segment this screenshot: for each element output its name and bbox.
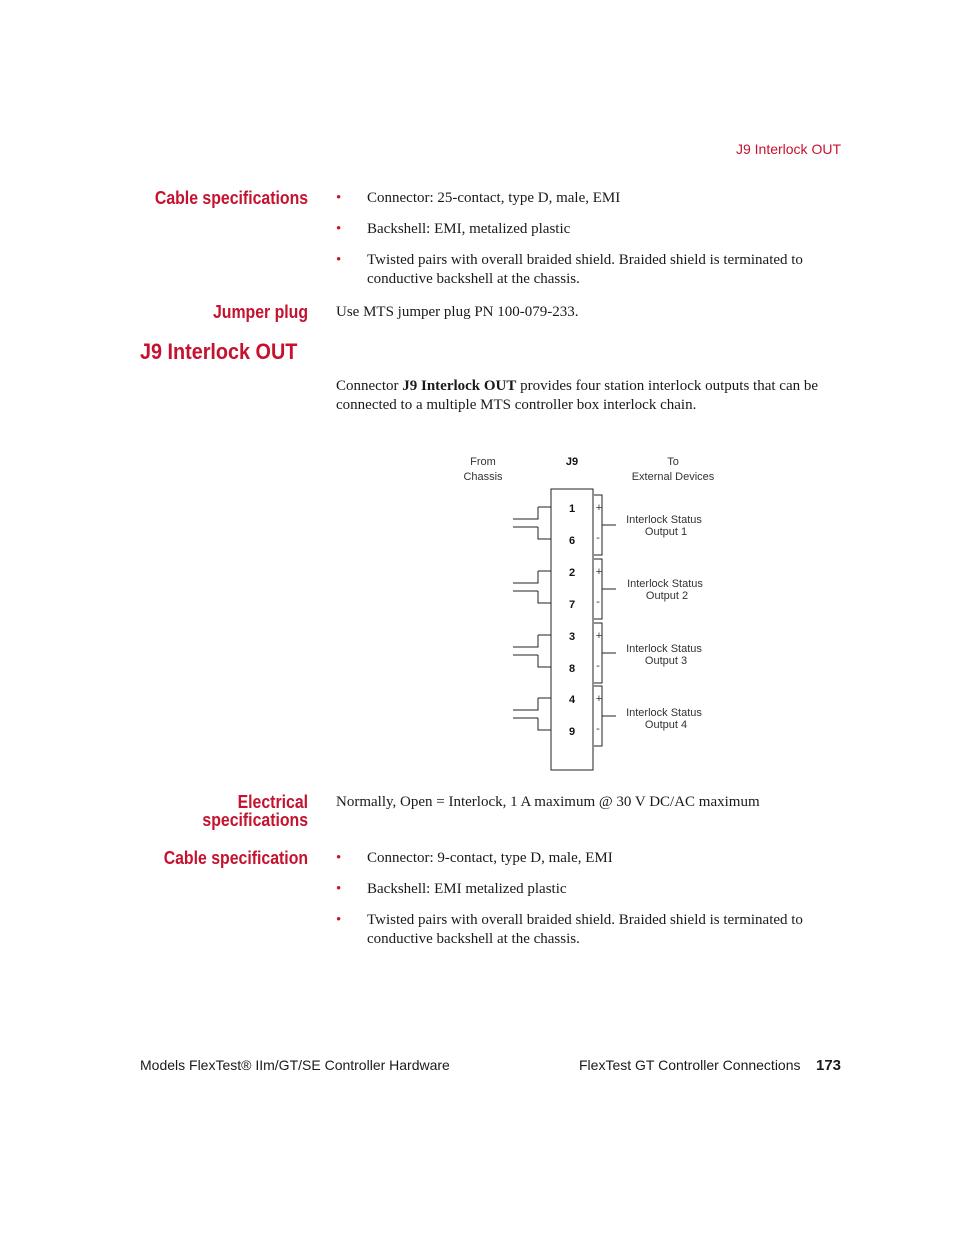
contact-wire (515, 507, 538, 519)
list-item: • Backshell: EMI, metalized plastic (336, 221, 571, 237)
plus-sign: + (595, 693, 603, 705)
page-title: J9 Interlock OUT (140, 339, 298, 364)
electrical-specifications-heading: Electrical specifications (202, 792, 308, 830)
connector-label: J9 (565, 456, 579, 468)
j9-wiring-diagram (440, 445, 760, 780)
minus-sign: - (596, 596, 600, 608)
interlock-group-4 (513, 686, 702, 746)
output-label: Interlock Status (626, 643, 702, 655)
list-item: • Connector: 25-contact, type D, male, EMI (336, 190, 621, 206)
minus-sign: - (596, 532, 600, 544)
list-item: • Twisted pairs with overall braided shield. Braided shield is terminated to conductive backshell at the chassis. (336, 252, 803, 287)
bullet-icon: • (336, 850, 342, 866)
interlock-group-1 (513, 495, 702, 555)
intro-paragraph: Connector J9 Interlock OUT provides four station interlock outputs that can be connected to a multiple MTS controller box interlock chain. (336, 378, 819, 413)
interlock-group-3 (513, 623, 702, 683)
cable-specification-heading: Cable specification (163, 848, 308, 868)
interlock-group-2 (513, 559, 703, 619)
pin-label: 9 (568, 726, 576, 738)
from-label-2: Chassis (463, 471, 503, 483)
plus-sign: + (595, 502, 603, 514)
connector-name: J9 Interlock OUT (402, 378, 517, 394)
output-label: Output 4 (644, 719, 688, 731)
pin-label: 6 (568, 535, 576, 547)
pin-label: 8 (568, 663, 576, 675)
footer-right: FlexTest GT Controller Connections (579, 1057, 801, 1073)
bullet-icon: • (336, 190, 342, 206)
page-number: 173 (816, 1057, 842, 1074)
to-label-2: External Devices (631, 471, 715, 483)
cable-specifications-list (336, 189, 836, 301)
jumper-plug-heading: Jumper plug (212, 302, 308, 322)
list-item: • Twisted pairs with overall braided shield. Braided shield is terminated to conductive backshell at the chassis. (336, 912, 803, 947)
cable-specifications-heading: Cable specifications (154, 188, 308, 208)
output-label: Interlock Status (627, 578, 703, 590)
cable-specification-list (336, 849, 836, 961)
minus-sign: - (596, 723, 600, 735)
output-label: Output 1 (644, 526, 688, 538)
list-item: • Connector: 9-contact, type D, male, EMI (336, 850, 613, 866)
bullet-icon: • (336, 912, 342, 928)
output-label: Output 2 (645, 590, 689, 602)
bullet-icon: • (336, 881, 342, 897)
output-label: Output 3 (644, 655, 688, 667)
output-label: Interlock Status (626, 514, 702, 526)
plus-sign: + (595, 630, 603, 642)
footer-left: Models FlexTest® IIm/GT/SE Controller Hardware (140, 1057, 450, 1073)
pin-label: 2 (568, 567, 576, 579)
pin-label: 1 (568, 503, 576, 515)
minus-sign: - (596, 660, 600, 672)
list-item: • Backshell: EMI metalized plastic (336, 881, 567, 897)
jumper-plug-text: Use MTS jumper plug PN 100-079-233. (336, 304, 579, 320)
running-header: J9 Interlock OUT (735, 141, 841, 157)
electrical-specifications-text: Normally, Open = Interlock, 1 A maximum @ 30 V DC/AC maximum (336, 794, 760, 810)
pin-label: 7 (568, 599, 576, 611)
bullet-icon: • (336, 221, 342, 237)
pin-label: 4 (568, 694, 576, 706)
bullet-icon: • (336, 252, 342, 268)
plus-sign: + (595, 566, 603, 578)
to-label-1: To (667, 456, 679, 468)
output-label: Interlock Status (626, 707, 702, 719)
pin-label: 3 (568, 631, 576, 643)
from-label-1: From (470, 456, 496, 468)
